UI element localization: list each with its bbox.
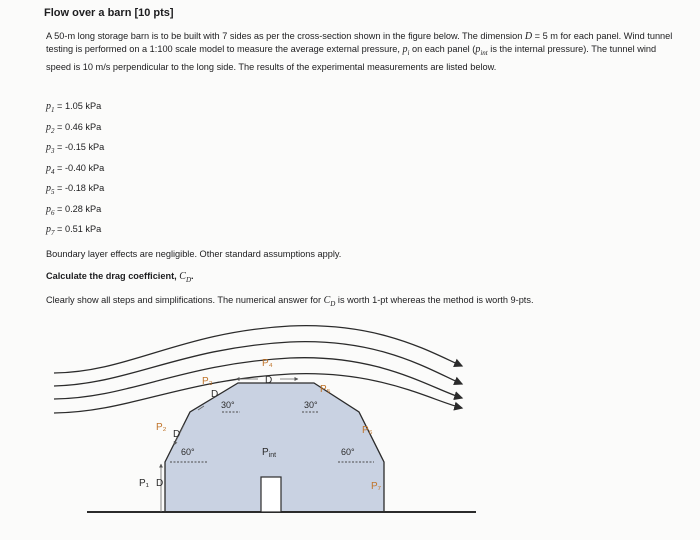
- pressure-item: $p_2 = 0.46$ kPa: [46, 121, 102, 135]
- assumptions-text: Boundary layer effects are negligible. Other standard assumptions apply.: [46, 249, 342, 259]
- instructions-text: Clearly show all steps and simplifications. The numerical answer for $C_D$ is worth 1-pt whereas the method is worth 9-pts.: [46, 295, 534, 308]
- pressure-item: $p_7 = 0.51$ kPa: [46, 224, 102, 237]
- label-p4: P₄: [262, 358, 273, 369]
- pressure-item: $p_6 = 0.28$ kPa: [46, 203, 102, 217]
- task-text: Calculate the drag coefficient, $C_D$.: [46, 271, 194, 284]
- label-p2-dimension: D: [173, 429, 181, 440]
- intro-paragraph: A 50-m long storage barn is to be built with 7 sides as per the cross-section shown in the figure below. The dimension D = 5 m for each panel. Wind tunnel testing is performed on a 1:100 scale model to measure the average external pressure, $p_i$ on each panel ($p_{int}$ is the internal pressure). The tunnel wind speed is 10 m/s perpendicular to the long side. The results of the experimental measurements are listed below.: [46, 31, 673, 72]
- label-p1: P₁: [139, 478, 150, 489]
- angle-60-left: 60°: [181, 447, 195, 457]
- problem-title: Flow over a barn [10 pts]: [44, 7, 174, 19]
- pressure-item: $p_4 = -0.40$ kPa: [46, 162, 105, 176]
- dimension-symbol: D: [524, 31, 533, 42]
- label-p6: P₆: [362, 425, 373, 436]
- pressure-item: $p_1 = 1.05$ kPa: [46, 101, 102, 114]
- pressure-item: $p_3 = -0.15$ kPa: [46, 142, 105, 155]
- label-p7: P₇: [371, 481, 382, 492]
- label-p5: P₅: [320, 384, 331, 395]
- angle-30-left: 30°: [221, 400, 235, 410]
- label-p4-dimension: D: [265, 375, 273, 386]
- angle-60-right: 60°: [341, 447, 355, 457]
- barn-door: [261, 477, 281, 512]
- label-p3-dimension: D: [211, 389, 219, 400]
- label-p3: P₃: [202, 376, 213, 387]
- angle-30-right: 30°: [304, 400, 318, 410]
- label-p-int: $P_{int}$: [262, 447, 277, 459]
- label-p1-dimension: D: [156, 478, 164, 489]
- label-p2: P₂: [156, 422, 167, 433]
- pressure-item: $p_5 = -0.18$ kPa: [46, 183, 105, 196]
- streamline: [54, 326, 462, 373]
